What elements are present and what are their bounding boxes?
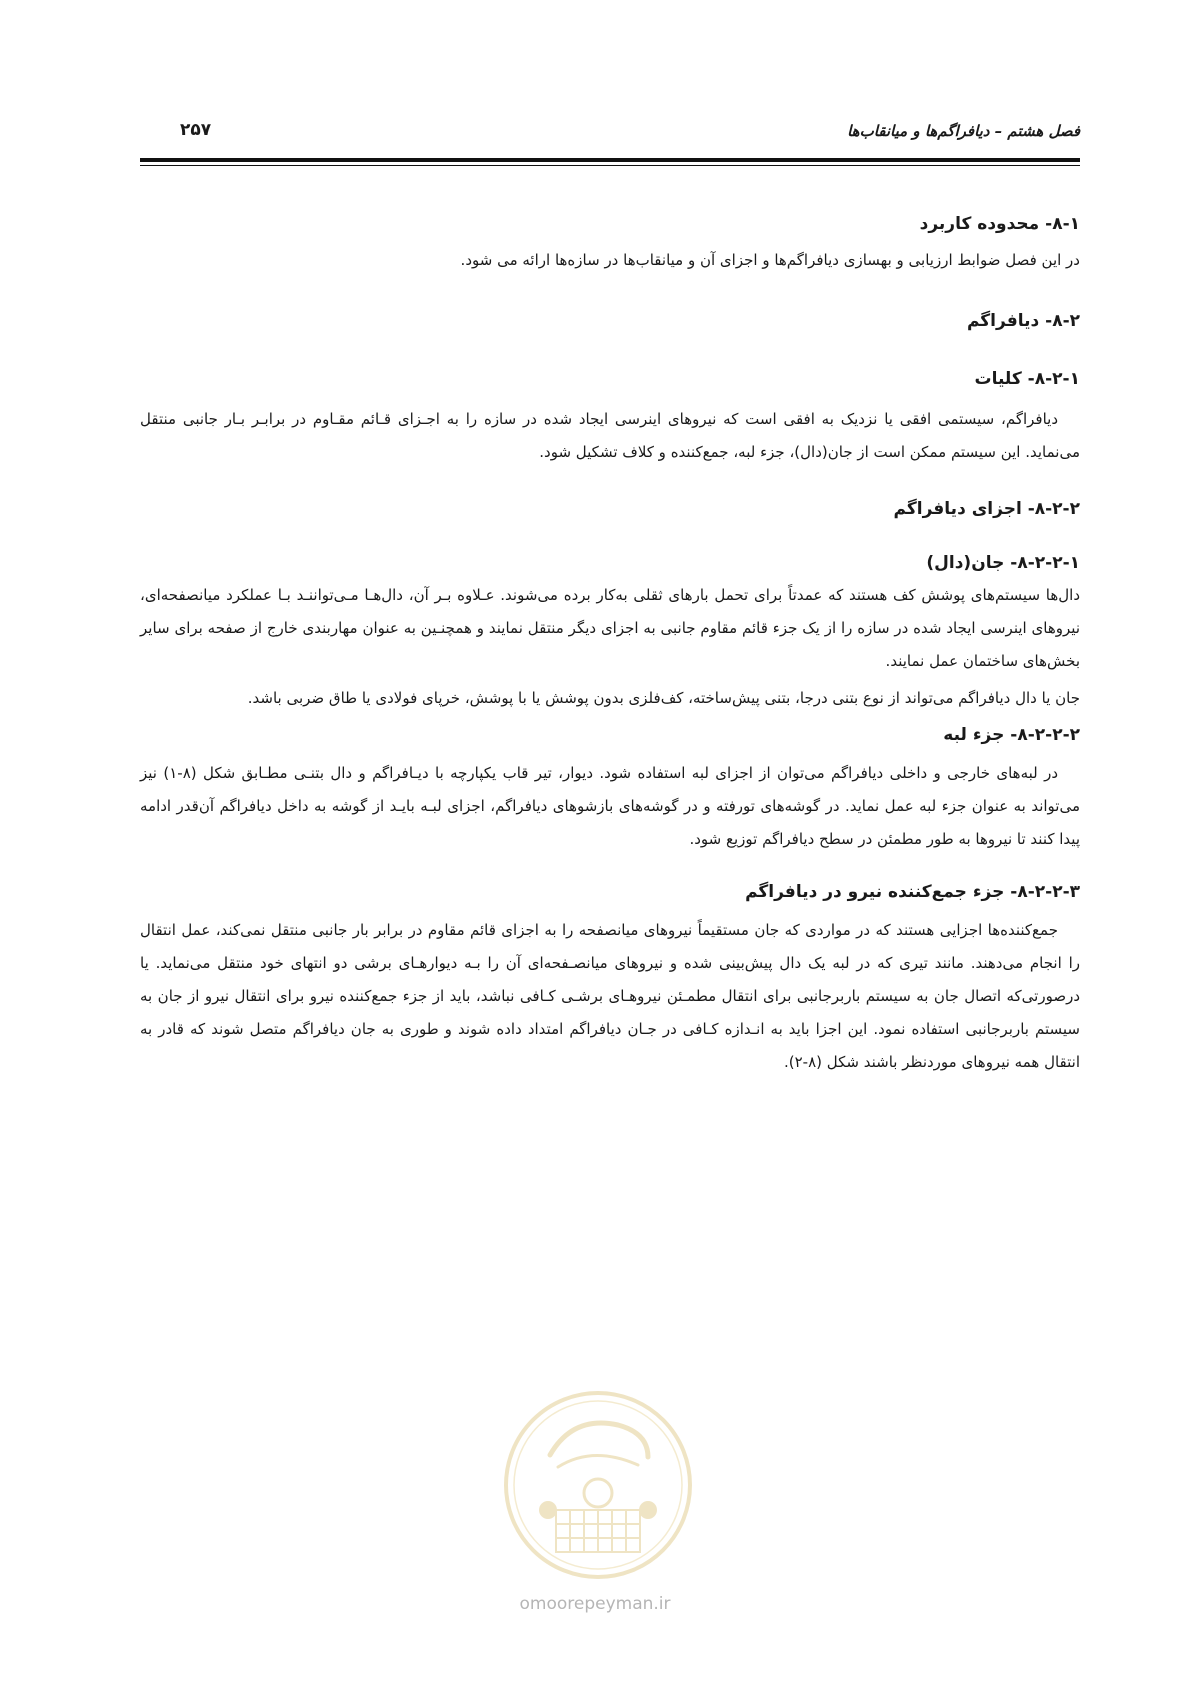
paragraph-web-1: دال‌ها سیستم‌های پوشش کف هستند که عمدتاً برای تحمل بارهای ثقلی به‌کار برده می‌شوند. عـلاوه بـر آن، دال‌هـا مـی‌تواننـد بـا عملکرد میانصفحه‌ای، نیروهای اینرسی ایجاد شده در سازه را از یک جزء قائم مقاوم جانبی به اجزای دیگر منتقل نمایند و همچنـین به عنوان مهاربندی خارج از صفحه برای سایر بخش‌های ساختمان عمل نمایند. (140, 586, 1080, 670)
paragraph-collector: جمع‌کننده‌ها اجزایی هستند که در مواردی که جان مستقیماً نیروهای میانصفحه را به اجزای قائم مقاوم در برابر بار جانبی منتقل نمی‌کند، عمل انتقال را انجام می‌دهند. مانند تیری که در لبه یک دال پیش‌بینی شده و نیروهای میانصـفحه‌ای آن را بـه دیوارهـای برشی دو انتهای خود منتقل می‌نماید. یا درصورتی‌که اتصال جان به سیستم باربرجانبی برای انتقال مطمـئن نیروهـای برشـی کـافی نباشد، باید از جزء جمع‌کننده نیرو برای انتقال نیرو از جان به سیستم باربرجانبی استفاده نمود. این اجزا باید به انـدازه کـافی در جـان دیافراگم امتداد داده شوند و طوری به جان دیافراگم متصل شوند که قادر به انتقال همه نیروهای موردنظر باشند شکل (۸-۲). (140, 921, 1080, 1071)
paragraph-scope: در این فصل ضوابط ارزیابی و بهسازی دیافراگم‌ها و اجزای آن و میانقاب‌ها در سازه‌ها ارائه می شود. (460, 251, 1080, 269)
section-heading-general: ۸-۲-۱- کلیات (974, 369, 1080, 389)
section-heading-web: ۸-۲-۲-۱- جان(دال) (926, 553, 1080, 573)
watermark-logo (498, 1385, 698, 1585)
page-header (140, 118, 1080, 148)
section-heading-chord: ۸-۲-۲-۲- جزء لبه (943, 725, 1080, 745)
chapter-title: فصل هشتم – دیافراگم‌ها و میانقاب‌ها (847, 122, 1080, 140)
paragraph-general: دیافراگم، سیستمی افقی یا نزدیک به افقی است که نیروهای اینرسی ایجاد شده در سازه را به اجـزای قـائم مقـاوم در برابـر بـار جانبی منتقل می‌نماید. این سیستم ممکن است از جان(دال)، جزء لبه، جمع‌کننده و کلاف تشکیل شود. (140, 410, 1080, 461)
document-body (140, 210, 1080, 1079)
section-heading-diaphragm: ۸-۲- دیافراگم (966, 311, 1080, 331)
header-rule-thin (140, 165, 1080, 166)
page-number: ۲۵۷ (180, 120, 212, 140)
section-heading-components: ۸-۲-۲- اجزای دیافراگم (893, 499, 1080, 519)
header-rule (140, 158, 1080, 162)
paragraph-web-2: جان یا دال دیافراگم می‌تواند از نوع بتنی درجا، بتنی پیش‌ساخته، کف‌فلزی بدون پوشش یا با پوشش، خرپای فولادی یا طاق ضربی باشد. (247, 689, 1080, 707)
section-heading-collector: ۸-۲-۲-۳- جزء جمع‌کننده نیرو در دیافراگم (745, 882, 1080, 902)
watermark-url: omoorepeyman.ir (519, 1594, 671, 1614)
section-heading-scope: ۸-۱- محدوده کاربرد (919, 214, 1080, 234)
paragraph-chord: در لبه‌های خارجی و داخلی دیافراگم می‌توان از اجزای لبه استفاده شود. دیوار، تیر قاب یکپارچه با دیـافراگم و دال بتنـی مطـابق شکل (۸-۱) نیز می‌تواند به عنوان جزء لبه عمل نماید. در گوشه‌های تورفته و در گوشه‌های بازشوهای دیافراگم، اجزای لبـه بایـد از گوشه به داخل دیافراگم آن‌قدر ادامه پیدا کنند تا نیروها به طور مطمئن در سطح دیافراگم توزیع شود. (140, 764, 1080, 848)
